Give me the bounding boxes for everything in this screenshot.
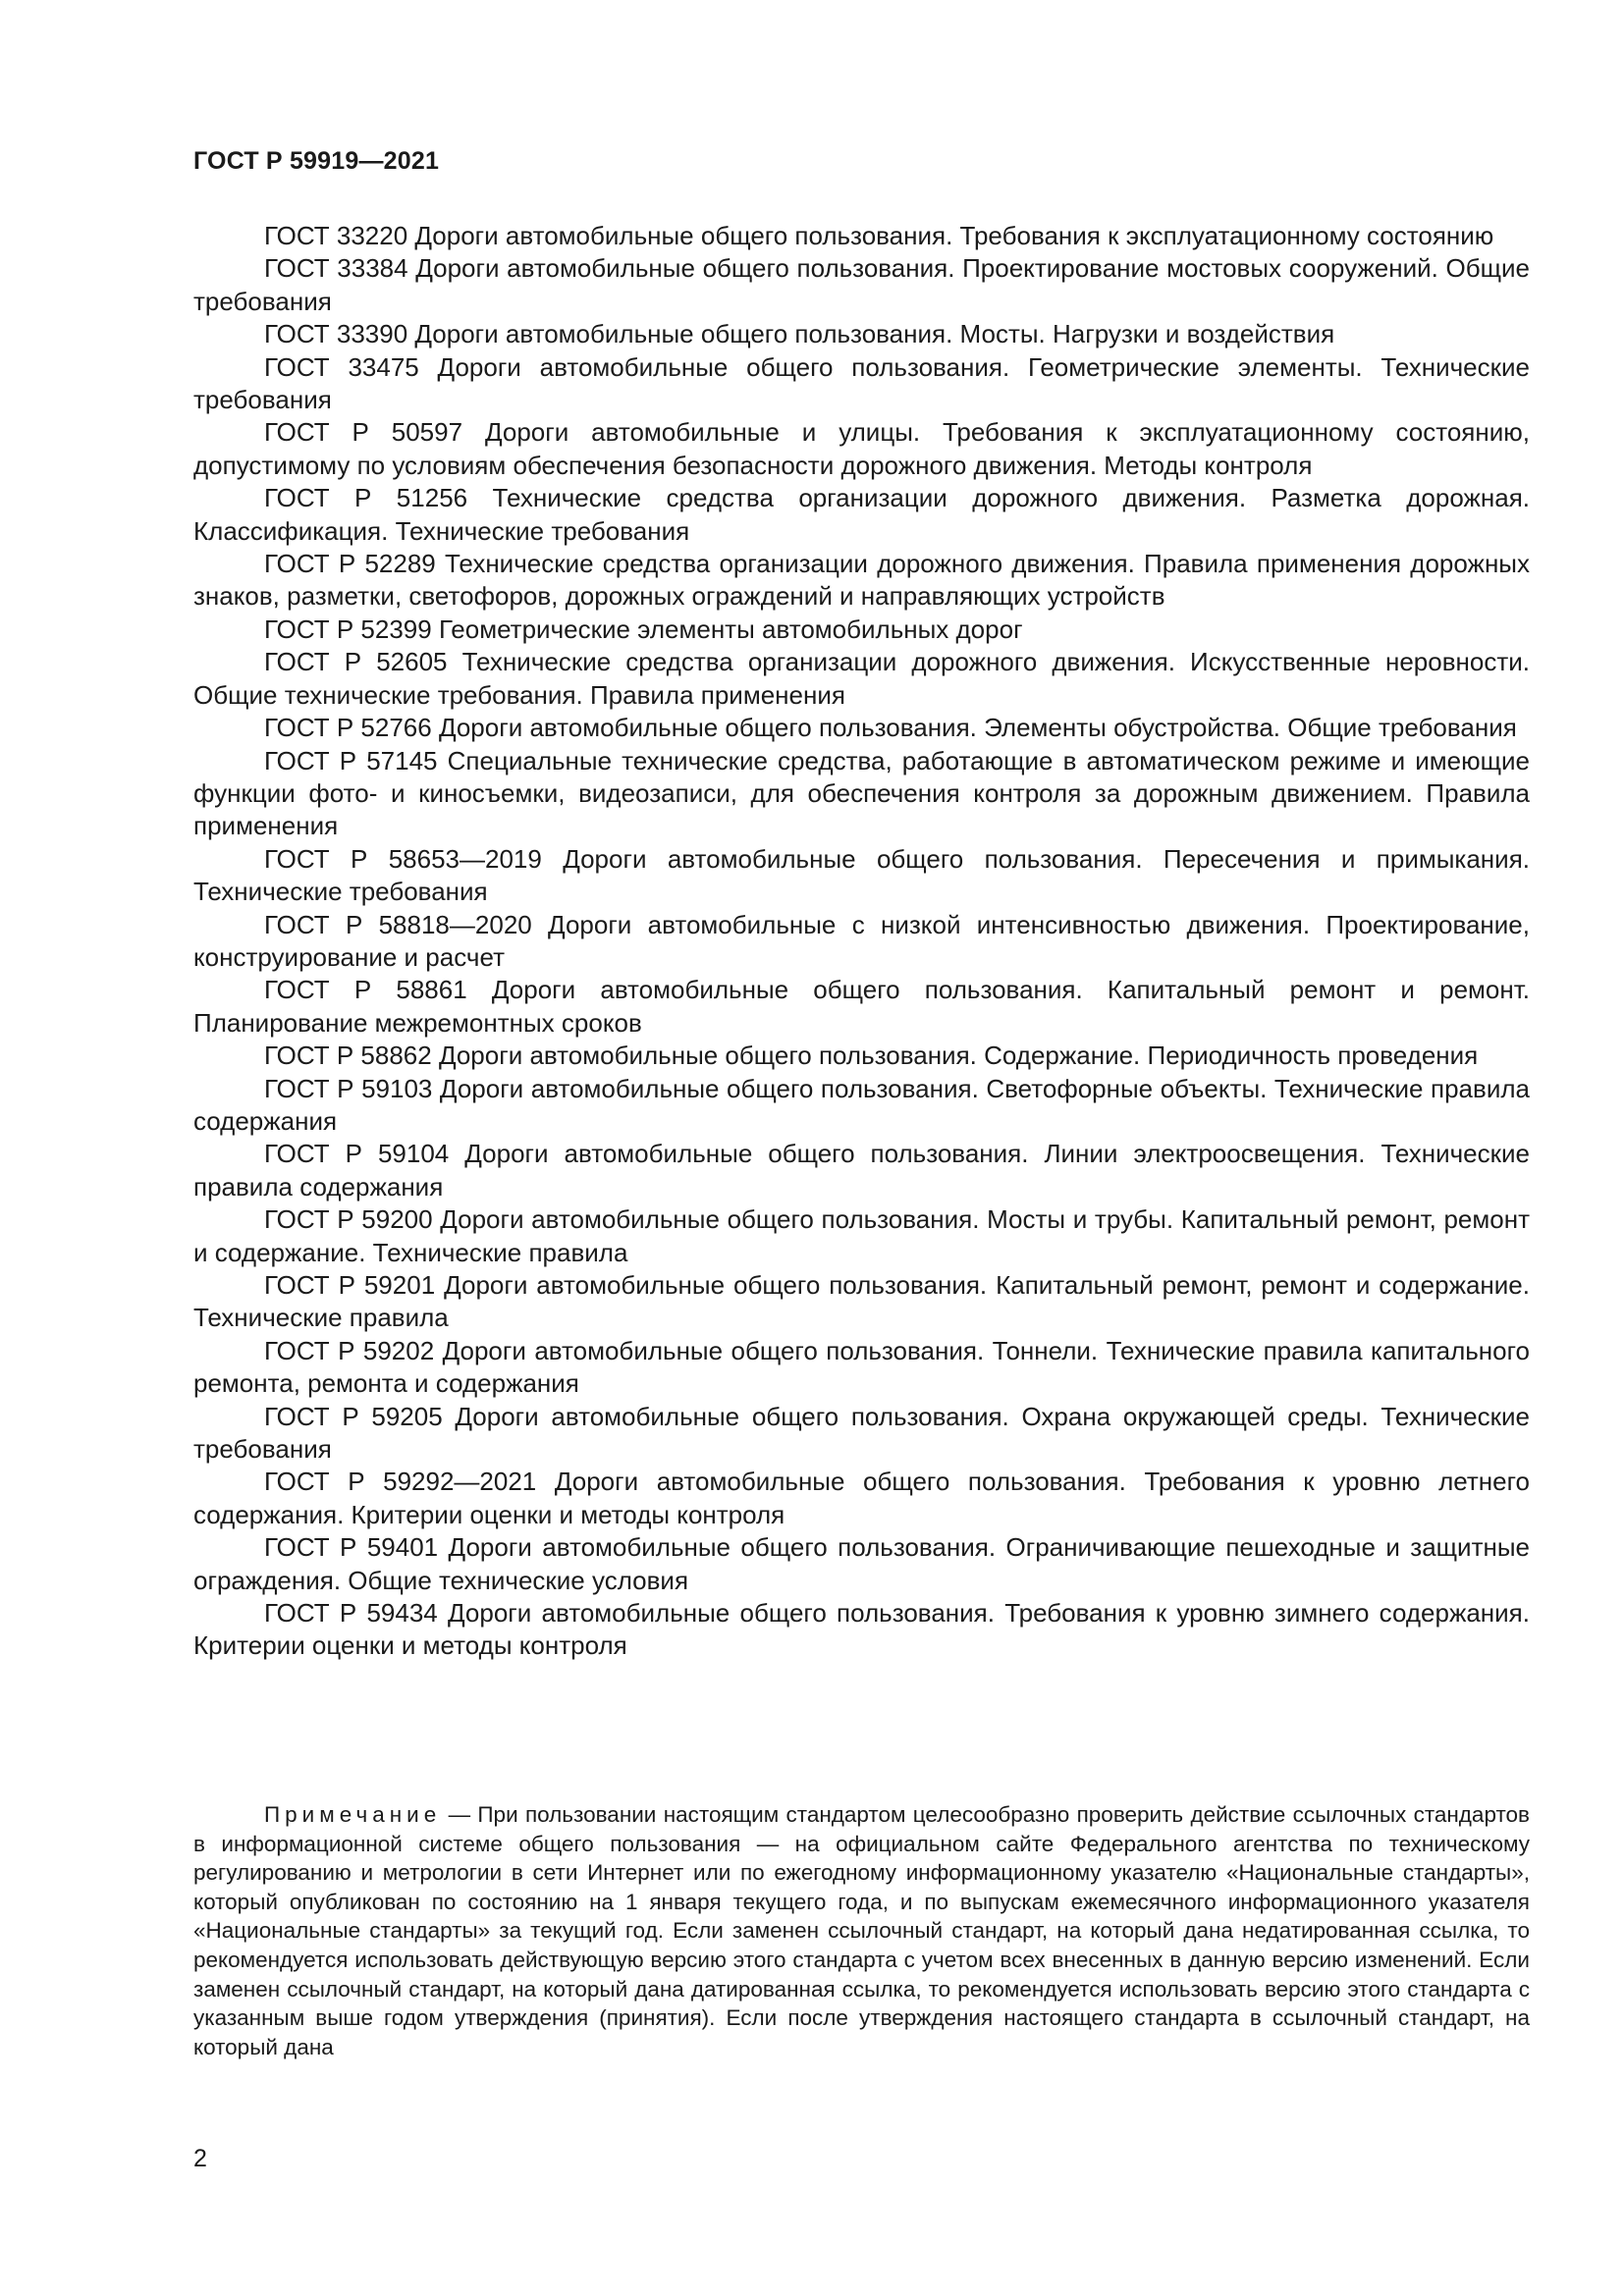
reference-item: ГОСТ Р 52605 Технические средства организации дорожного движения. Искусственные неровности. Общие технические требования. Правила применения xyxy=(193,647,1530,710)
note-label: Примечание xyxy=(264,1802,442,1827)
reference-item: ГОСТ Р 59205 Дороги автомобильные общего пользования. Охрана окружающей среды. Технические требования xyxy=(193,1401,1530,1465)
reference-item: ГОСТ Р 59202 Дороги автомобильные общего пользования. Тоннели. Технические правила капитального ремонта, ремонта и содержания xyxy=(193,1335,1530,1399)
reference-item: ГОСТ 33220 Дороги автомобильные общего пользования. Требования к эксплуатационному состоянию xyxy=(264,221,1494,250)
reference-item: ГОСТ Р 58861 Дороги автомобильные общего пользования. Капитальный ремонт и ремонт. Планирование межремонтных сроков xyxy=(193,975,1530,1038)
reference-item: ГОСТ Р 59401 Дороги автомобильные общего пользования. Ограничивающие пешеходные и защитные ограждения. Общие технические условия xyxy=(193,1532,1530,1595)
reference-item: ГОСТ Р 50597 Дороги автомобильные и улицы. Требования к эксплуатационному состоянию, допустимому по условиям обеспечения безопасности дорожного движения. Методы контроля xyxy=(193,417,1530,480)
reference-item: ГОСТ Р 59292—2021 Дороги автомобильные общего пользования. Требования к уровню летнего содержания. Критерии оценки и методы контроля xyxy=(193,1467,1530,1529)
reference-item: ГОСТ Р 59200 Дороги автомобильные общего пользования. Мосты и трубы. Капитальный ремонт, ремонт и содержание. Технические правила xyxy=(193,1204,1530,1267)
reference-item: ГОСТ 33475 Дороги автомобильные общего пользования. Геометрические элементы. Технические требования xyxy=(193,351,1530,415)
note-text: — При пользовании настоящим стандартом целесообразно проверить действие ссылочных стандартов в информационной системе общего пользования — на официальном сайте Федерального агентства по техническому регулированию и метрологии в сети Интернет или по ежегодному информационному указателю «Национальные стандарты», который опубликован по состоянию на 1 января текущего года, и по выпускам ежемесячного информационного указателя «Национальные стандарты» за текущий год. Если заменен ссылочный стандарт, на который дана недатированная ссылка, то рекомендуется использовать действующую версию этого стандарта с учетом всех внесенных в данную версию изменений. Если заменен ссылочный стандарт, на который дана датированная ссылка, то рекомендуется использовать версию этого стандарта с указанным выше годом утверждения (принятия). Если после утверждения настоящего стандарта в ссылочный стандарт, на который дана xyxy=(193,1802,1530,2059)
reference-item: ГОСТ 33390 Дороги автомобильные общего пользования. Мосты. Нагрузки и воздействия xyxy=(264,319,1335,349)
note-paragraph xyxy=(193,1800,1530,2061)
reference-item: ГОСТ Р 52766 Дороги автомобильные общего пользования. Элементы обустройства. Общие требования xyxy=(264,713,1517,743)
reference-item: ГОСТ Р 59103 Дороги автомобильные общего пользования. Светофорные объекты. Технические правила содержания xyxy=(193,1073,1530,1136)
reference-item: ГОСТ Р 59434 Дороги автомобильные общего пользования. Требования к уровню зимнего содержания. Критерии оценки и методы контроля xyxy=(193,1598,1530,1661)
reference-item: ГОСТ Р 52399 Геометрические элементы автомобильных дорог xyxy=(264,614,1023,644)
reference-item: ГОСТ Р 58862 Дороги автомобильные общего пользования. Содержание. Периодичность проведения xyxy=(264,1041,1479,1071)
reference-item: ГОСТ 33384 Дороги автомобильные общего пользования. Проектирование мостовых сооружений. Общие требования xyxy=(193,253,1530,316)
normative-references-list xyxy=(193,220,1530,1663)
reference-item: ГОСТ Р 52289 Технические средства организации дорожного движения. Правила применения дорожных знаков, разметки, светофоров, дорожных ограждений и направляющих устройств xyxy=(193,549,1530,612)
reference-item: ГОСТ Р 58653—2019 Дороги автомобильные общего пользования. Пересечения и примыкания. Технические требования xyxy=(193,843,1530,907)
reference-item: ГОСТ Р 59201 Дороги автомобильные общего пользования. Капитальный ремонт, ремонт и содержание. Технические правила xyxy=(193,1270,1530,1333)
reference-item: ГОСТ Р 58818—2020 Дороги автомобильные с низкой интенсивностью движения. Проектирование, конструирование и расчет xyxy=(193,909,1530,972)
page-number: 2 xyxy=(193,2145,207,2172)
reference-item: ГОСТ Р 57145 Специальные технические средства, работающие в автоматическом режиме и имеющие функции фото- и киносъемки, видеозаписи, для обеспечения контроля за дорожным движением. Правила применения xyxy=(193,745,1530,841)
reference-item: ГОСТ Р 59104 Дороги автомобильные общего пользования. Линии электроосвещения. Технические правила содержания xyxy=(193,1139,1530,1201)
document-header: ГОСТ Р 59919—2021 xyxy=(193,147,440,175)
reference-item: ГОСТ Р 51256 Технические средства организации дорожного движения. Разметка дорожная. Классификация. Технические требования xyxy=(193,483,1530,546)
